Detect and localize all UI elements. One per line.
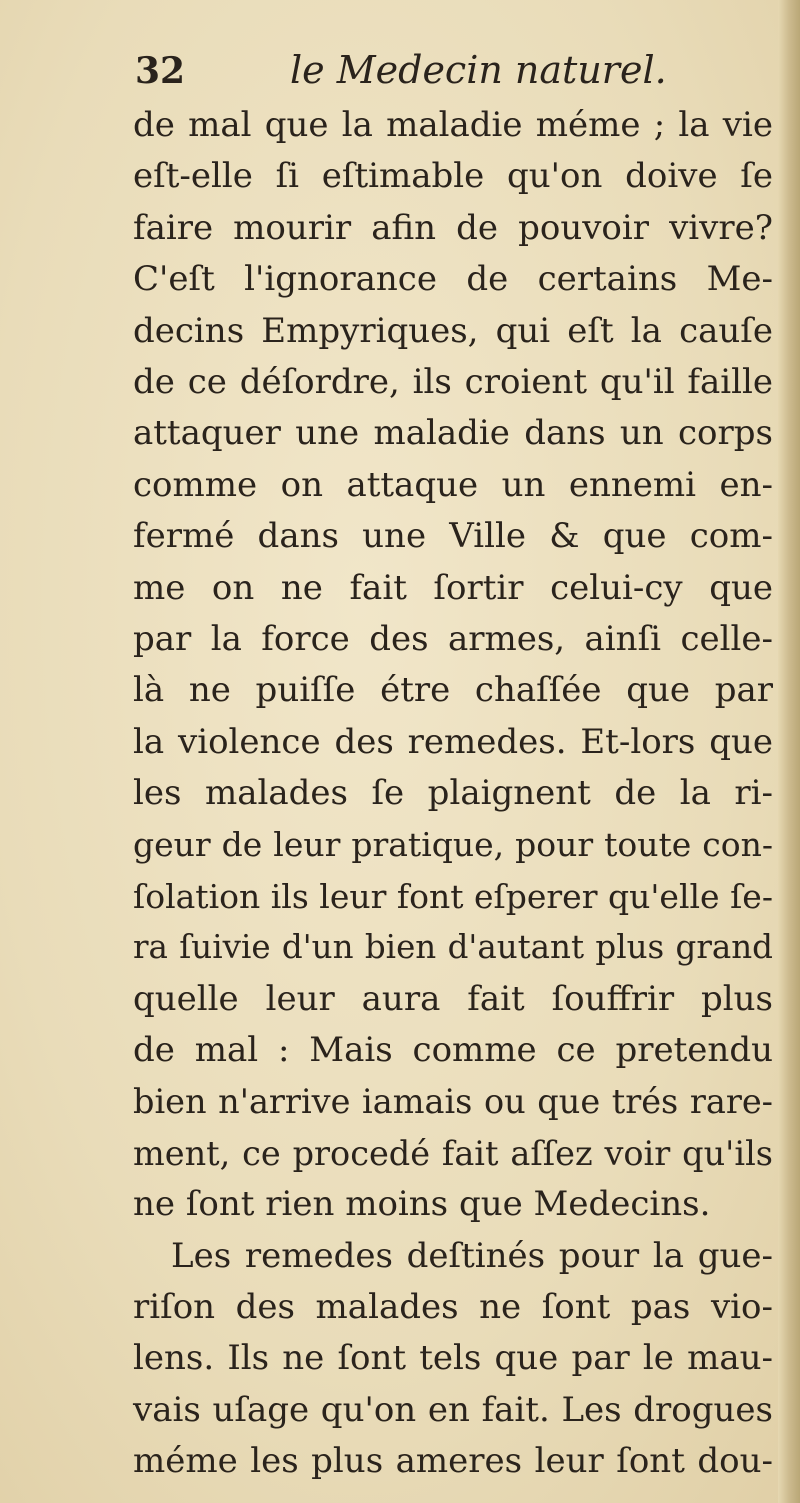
- page-edge: [778, 0, 800, 1503]
- text-line: me on ne fait ſortir celui-cy que: [133, 567, 773, 608]
- text-line: de mal que la maladie méme ; la vie: [133, 105, 773, 145]
- page-number: 32: [135, 50, 186, 92]
- text-line: ment, ce procedé fait aſſez voir qu'ils: [133, 1133, 773, 1173]
- text-line: lens. Ils ne ſont tels que par le mau-: [133, 1338, 773, 1379]
- text-line: ſolation ils leur font eſperer qu'elle ſe-: [133, 876, 773, 916]
- text-line: par la force des armes, ainſi celle-: [133, 618, 773, 659]
- text-line: fermé dans une Ville & que com-: [133, 516, 773, 557]
- text-line: geur de leur pratique, pour toute con-: [133, 825, 773, 865]
- text-line: de ce déſordre, ils croient qu'il faille: [133, 361, 773, 402]
- text-line: riſon des malades ne ſont pas vio-: [133, 1286, 773, 1327]
- text-line: Les remedes deſtinés pour la gue-: [171, 1235, 773, 1276]
- text-line: ra ſuivie d'un bien d'autant plus grand: [133, 928, 773, 967]
- text-line: vais uſage qu'on en fait. Les drogues: [133, 1389, 773, 1430]
- text-line: la violence des remedes. Et-lors que: [133, 721, 773, 762]
- running-title: le Medecin naturel.: [290, 48, 667, 92]
- text-line: attaquer une maladie dans un corps: [133, 413, 773, 454]
- text-line: de mal : Mais comme ce pretendu: [133, 1030, 773, 1071]
- text-line: comme on attaque un ennemi en-: [133, 464, 773, 505]
- text-line: eſt-elle ſi eſtimable qu'on doive ſe: [133, 156, 773, 197]
- text-line: là ne puiſſe étre chaſſée que par: [133, 670, 773, 711]
- text-line: les malades ſe plaignent de la ri-: [133, 773, 773, 814]
- text-line: quelle leur aura fait ſouffrir plus: [133, 978, 773, 1019]
- text-line: C'eſt l'ignorance de certains Me-: [133, 259, 773, 300]
- page-header: [135, 42, 775, 102]
- text-line: decins Empyriques, qui eſt la cauſe: [133, 310, 773, 351]
- text-line: faire mourir afin de pouvoir vivre?: [133, 207, 773, 248]
- text-line: ne ſont rien moins que Medecins.: [133, 1184, 711, 1225]
- text-line: méme les plus ameres leur ſont dou-: [133, 1441, 773, 1482]
- body-text: [133, 100, 773, 1488]
- text-line: bien n'arrive iamais ou que trés rare-: [133, 1082, 773, 1122]
